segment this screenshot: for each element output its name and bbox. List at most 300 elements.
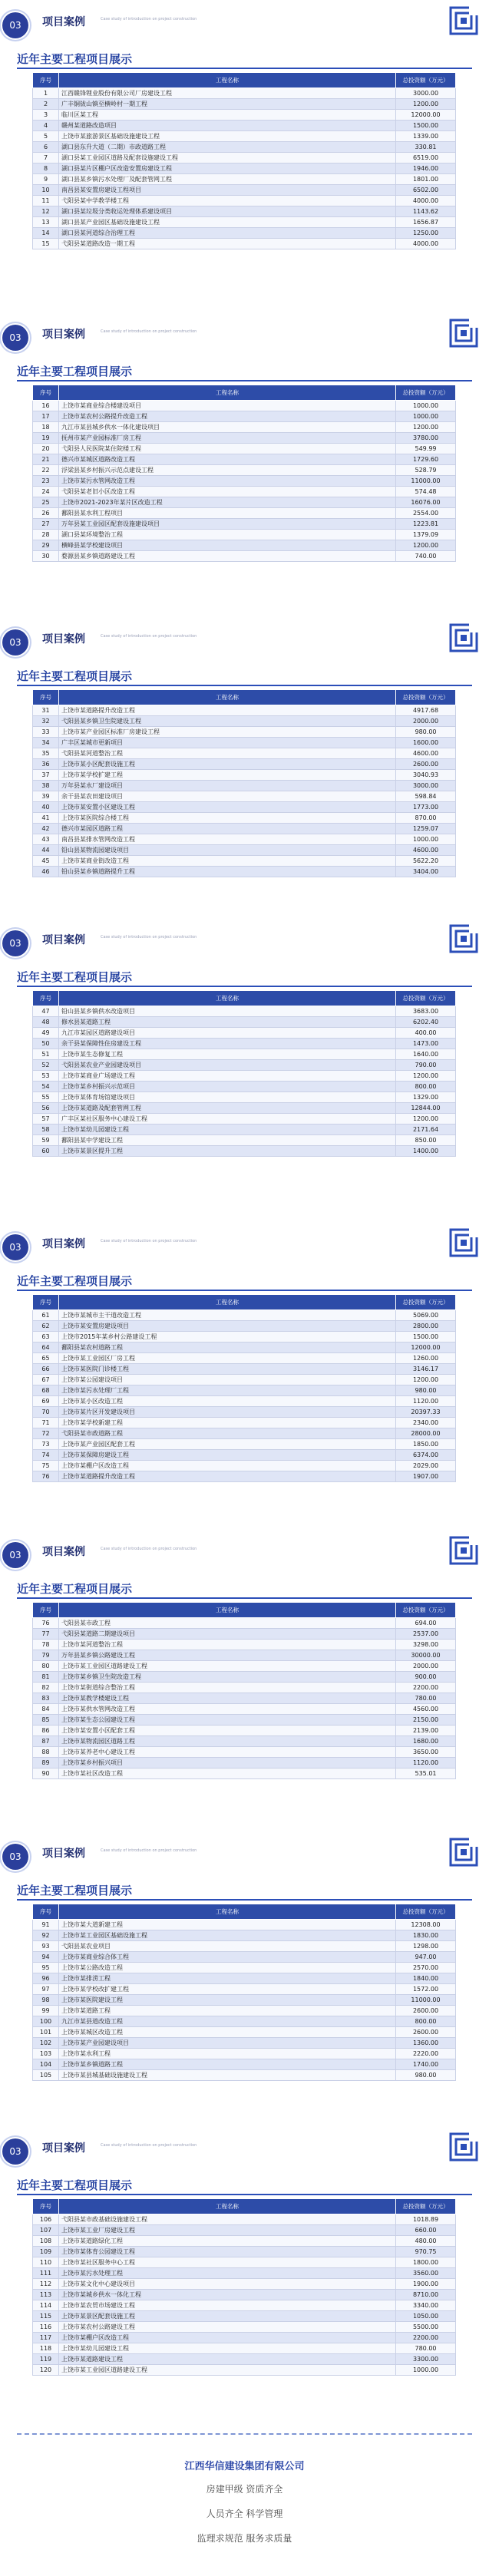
- investment-amount: 1656.87: [396, 217, 456, 228]
- project-name: 上饶市某供水管网改造工程: [59, 1704, 396, 1715]
- row-number: 1: [33, 88, 59, 99]
- project-name: 上饶市某公路改造工程: [59, 1963, 396, 1973]
- project-page: [0, 617, 489, 927]
- project-page: [0, 1831, 489, 2142]
- column-header-number: 序号: [33, 991, 59, 1006]
- section-subtitle: Case study of introduction on project construction: [101, 1547, 197, 1551]
- investment-amount: 12000.00: [396, 1342, 456, 1353]
- project-name: 上饶市某学校改扩建工程: [59, 1984, 396, 1995]
- investment-amount: 535.01: [396, 1769, 456, 1779]
- investment-amount: 3146.17: [396, 1364, 456, 1375]
- project-name: 上饶市某城区改造工程: [59, 2027, 396, 2038]
- table-row: [33, 1758, 456, 1769]
- row-number: 120: [33, 2365, 59, 2376]
- table-row: [33, 1135, 456, 1146]
- project-name: 余干县某保障性住房建设工程: [59, 1039, 396, 1049]
- table-row: [33, 196, 456, 206]
- row-number: 45: [33, 856, 59, 867]
- table-row: [33, 1715, 456, 1726]
- project-name: 湖口县某片区棚户区改造安置房建设工程: [59, 163, 396, 174]
- table-row: [33, 1661, 456, 1672]
- footer: [0, 2433, 489, 2576]
- investment-amount: 30000.00: [396, 1650, 456, 1661]
- row-number: 53: [33, 1071, 59, 1082]
- project-name: 南昌县某排水管网改造工程: [59, 834, 396, 845]
- investment-amount: 4600.00: [396, 748, 456, 759]
- column-header-number: 序号: [33, 1603, 59, 1618]
- project-name: 铅山县某物流园建设项目: [59, 845, 396, 856]
- row-number: 22: [33, 465, 59, 476]
- project-name: 上饶市某保障房建设工程: [59, 1450, 396, 1461]
- project-name: 铅山县某乡镇供水改造项目: [59, 1006, 396, 1017]
- investment-amount: 1600.00: [396, 738, 456, 748]
- row-number: 32: [33, 716, 59, 727]
- row-number: 6: [33, 142, 59, 153]
- section-subtitle: Case study of introduction on project construction: [101, 2143, 197, 2148]
- section-number-badge: 03: [2, 1234, 28, 1260]
- section-title: 项目案例: [42, 16, 85, 28]
- investment-amount: 2000.00: [396, 1661, 456, 1672]
- row-number: 119: [33, 2354, 59, 2365]
- investment-amount: 400.00: [396, 1028, 456, 1039]
- investment-amount: 11000.00: [396, 1995, 456, 2006]
- row-number: 63: [33, 1332, 59, 1342]
- investment-amount: 3404.00: [396, 867, 456, 877]
- table-row: [33, 476, 456, 487]
- table-row: [33, 1006, 456, 1017]
- project-name: 上饶市某县城基础设施建设工程: [59, 2070, 396, 2081]
- investment-amount: 1200.00: [396, 99, 456, 110]
- table-row: [33, 454, 456, 465]
- investment-amount: 2340.00: [396, 1418, 456, 1428]
- project-name: 上饶市某幼儿园建设工程: [59, 2343, 396, 2354]
- row-number: 25: [33, 497, 59, 508]
- investment-amount: 6202.40: [396, 1017, 456, 1028]
- project-name: 上饶市某城市主干道改造工程: [59, 1310, 396, 1321]
- row-number: 13: [33, 217, 59, 228]
- project-name: 弋阳县某老旧小区改造工程: [59, 487, 396, 497]
- investment-amount: 16076.00: [396, 497, 456, 508]
- investment-amount: 3780.00: [396, 433, 456, 444]
- table-row: [33, 1321, 456, 1332]
- investment-amount: 2554.00: [396, 508, 456, 519]
- project-name: 上饶市某养老中心建设工程: [59, 1747, 396, 1758]
- project-name: 九江市某县城乡供水一体化建设项目: [59, 422, 396, 433]
- investment-amount: 1200.00: [396, 540, 456, 551]
- investment-amount: 5622.20: [396, 856, 456, 867]
- column-header-name: 工程名称: [59, 991, 396, 1006]
- project-table: [32, 689, 456, 877]
- row-number: 103: [33, 2049, 59, 2059]
- investment-amount: 12844.00: [396, 1103, 456, 1114]
- table-row: [33, 1683, 456, 1693]
- column-header-name: 工程名称: [59, 1603, 396, 1618]
- table-row: [33, 185, 456, 196]
- project-name: 上饶市某小区改造工程: [59, 1396, 396, 1407]
- square-spiral-icon: [449, 2132, 478, 2162]
- project-name: 上饶市某商业综合体工程: [59, 1952, 396, 1963]
- project-table: [32, 990, 456, 1157]
- row-number: 81: [33, 1672, 59, 1683]
- investment-amount: 970.75: [396, 2247, 456, 2257]
- column-header-name: 工程名称: [59, 73, 396, 88]
- section-title: 项目案例: [42, 2142, 85, 2155]
- row-number: 78: [33, 1640, 59, 1650]
- investment-amount: 1850.00: [396, 1439, 456, 1450]
- investment-amount: 1840.00: [396, 1973, 456, 1984]
- row-number: 80: [33, 1661, 59, 1672]
- investment-amount: 1729.60: [396, 454, 456, 465]
- table-row: [33, 1146, 456, 1157]
- row-number: 102: [33, 2038, 59, 2049]
- project-name: 上饶市某乡镇道路工程: [59, 2059, 396, 2070]
- table-header-row: [33, 690, 456, 705]
- row-number: 12: [33, 206, 59, 217]
- table-row: [33, 2343, 456, 2354]
- table-row: [33, 1017, 456, 1028]
- table-row: [33, 781, 456, 791]
- table-row: [33, 2290, 456, 2300]
- project-name: 上饶市2015年某乡村公路建设工程: [59, 1332, 396, 1342]
- table-row: [33, 1396, 456, 1407]
- slogan-management: 人员齐全 科学管理: [206, 2508, 283, 2519]
- row-number: 94: [33, 1952, 59, 1963]
- investment-amount: 12308.00: [396, 1920, 456, 1930]
- column-header-number: 序号: [33, 385, 59, 401]
- investment-amount: 2570.00: [396, 1963, 456, 1973]
- row-number: 101: [33, 2027, 59, 2038]
- investment-amount: 694.00: [396, 1618, 456, 1629]
- project-name: 上饶市某商业广场建设工程: [59, 1071, 396, 1082]
- row-number: 97: [33, 1984, 59, 1995]
- project-name: 弋阳县某市政道路工程: [59, 1428, 396, 1439]
- project-page: [0, 1222, 489, 1532]
- investment-amount: 1018.89: [396, 2214, 456, 2225]
- row-number: 110: [33, 2257, 59, 2268]
- column-header-amount: 总投资额（万元）: [396, 1603, 456, 1618]
- column-header-number: 序号: [33, 2199, 59, 2214]
- row-number: 49: [33, 1028, 59, 1039]
- row-number: 34: [33, 738, 59, 748]
- table-row: [33, 1103, 456, 1114]
- investment-amount: 790.00: [396, 1060, 456, 1071]
- section-header: [0, 1530, 489, 1577]
- row-number: 42: [33, 824, 59, 834]
- table-row: [33, 444, 456, 454]
- table-row: [33, 1984, 456, 1995]
- table-row: [33, 1672, 456, 1683]
- project-name: 上饶市某工业园区道路建设工程: [59, 2365, 396, 2376]
- table-row: [33, 2247, 456, 2257]
- row-number: 66: [33, 1364, 59, 1375]
- project-name: 广丰区某社区服务中心建设工程: [59, 1114, 396, 1125]
- title-underline: [17, 685, 472, 686]
- investment-amount: 4000.00: [396, 239, 456, 249]
- row-number: 88: [33, 1747, 59, 1758]
- project-name: 广丰铜钹山镇至横岭村一期工程: [59, 99, 396, 110]
- project-name: 上饶市某街道综合整治工程: [59, 1683, 396, 1693]
- project-name: 南昌县某安置房建设工程项目: [59, 185, 396, 196]
- investment-amount: 1740.00: [396, 2059, 456, 2070]
- table-row: [33, 1650, 456, 1661]
- section-number-badge: 03: [2, 629, 28, 656]
- row-number: 37: [33, 770, 59, 781]
- table-row: [33, 131, 456, 142]
- project-name: 上饶市某农贸市场建设工程: [59, 2300, 396, 2311]
- project-name: 上饶市某道路提升改造工程: [59, 1471, 396, 1482]
- investment-amount: 574.48: [396, 487, 456, 497]
- investment-amount: 1379.09: [396, 530, 456, 540]
- row-number: 17: [33, 411, 59, 422]
- project-name: 弋阳县某乡镇卫生院建设工程: [59, 716, 396, 727]
- table-row: [33, 1114, 456, 1125]
- table-row: [33, 1629, 456, 1640]
- row-number: 47: [33, 1006, 59, 1017]
- project-name: 上饶市某教学楼建设工程: [59, 1693, 396, 1704]
- row-number: 85: [33, 1715, 59, 1726]
- section-title: 项目案例: [42, 934, 85, 946]
- title-underline: [17, 1597, 472, 1599]
- table-row: [33, 508, 456, 519]
- column-header-name: 工程名称: [59, 690, 396, 705]
- column-header-name: 工程名称: [59, 2199, 396, 2214]
- row-number: 14: [33, 228, 59, 239]
- investment-amount: 1360.00: [396, 2038, 456, 2049]
- row-number: 40: [33, 802, 59, 813]
- row-number: 99: [33, 2006, 59, 2016]
- row-number: 24: [33, 487, 59, 497]
- slogan-quality: 监理求规范 服务求质量: [197, 2533, 292, 2544]
- row-number: 68: [33, 1385, 59, 1396]
- section-number-badge: 03: [2, 930, 28, 956]
- row-number: 39: [33, 791, 59, 802]
- project-name: 鄱阳县某中学建设工程: [59, 1135, 396, 1146]
- row-number: 41: [33, 813, 59, 824]
- row-number: 58: [33, 1125, 59, 1135]
- row-number: 92: [33, 1930, 59, 1941]
- investment-amount: 3560.00: [396, 2268, 456, 2279]
- title-underline: [17, 1899, 472, 1901]
- section-subtitle: Case study of introduction on project construction: [101, 329, 197, 334]
- table-row: [33, 1364, 456, 1375]
- table-row: [33, 1375, 456, 1385]
- investment-amount: 850.00: [396, 1135, 456, 1146]
- section-header: [0, 617, 489, 665]
- investment-amount: 1680.00: [396, 1736, 456, 1747]
- project-name: 弋阳县人民医院某住院楼工程: [59, 444, 396, 454]
- row-number: 55: [33, 1092, 59, 1103]
- square-spiral-icon: [449, 1838, 478, 1867]
- row-number: 71: [33, 1418, 59, 1428]
- table-row: [33, 791, 456, 802]
- investment-amount: 2029.00: [396, 1461, 456, 1471]
- table-row: [33, 401, 456, 411]
- row-number: 111: [33, 2268, 59, 2279]
- row-number: 79: [33, 1650, 59, 1661]
- investment-amount: 1200.00: [396, 422, 456, 433]
- investment-amount: 4000.00: [396, 196, 456, 206]
- table-row: [33, 530, 456, 540]
- row-number: 83: [33, 1693, 59, 1704]
- investment-amount: 660.00: [396, 2225, 456, 2236]
- investment-amount: 4600.00: [396, 845, 456, 856]
- row-number: 9: [33, 174, 59, 185]
- row-number: 117: [33, 2333, 59, 2343]
- column-header-number: 序号: [33, 690, 59, 705]
- row-number: 10: [33, 185, 59, 196]
- section-subtitle: Case study of introduction on project construction: [101, 634, 197, 639]
- project-name: 上饶市某棚户区改造工程: [59, 1461, 396, 1471]
- table-title: 近年主要工程项目展示: [17, 2178, 133, 2192]
- row-number: 87: [33, 1736, 59, 1747]
- investment-amount: 1830.00: [396, 1930, 456, 1941]
- investment-amount: 1200.00: [396, 1114, 456, 1125]
- investment-amount: 20397.33: [396, 1407, 456, 1418]
- project-name: 鄱阳县某水利工程项目: [59, 508, 396, 519]
- project-name: 上饶市某污水处理工程: [59, 2268, 396, 2279]
- project-name: 广丰区某城市更新项目: [59, 738, 396, 748]
- row-number: 3: [33, 110, 59, 121]
- table-row: [33, 1995, 456, 2006]
- row-number: 29: [33, 540, 59, 551]
- section-header: [0, 2126, 489, 2174]
- project-name: 上饶市某污水处理厂工程: [59, 1385, 396, 1396]
- investment-amount: 1259.07: [396, 824, 456, 834]
- row-number: 69: [33, 1396, 59, 1407]
- table-row: [33, 2059, 456, 2070]
- investment-amount: 2800.00: [396, 1321, 456, 1332]
- project-name: 湖口县某乡镇污水处理厂及配套管网工程: [59, 174, 396, 185]
- table-row: [33, 228, 456, 239]
- column-header-name: 工程名称: [59, 385, 396, 401]
- project-name: 九江市某园区道路建设项目: [59, 1028, 396, 1039]
- project-name: 上饶市某河道整治工程: [59, 1640, 396, 1650]
- table-row: [33, 217, 456, 228]
- project-name: 上饶市某公园建设项目: [59, 1375, 396, 1385]
- section-number-badge: 03: [2, 12, 28, 38]
- table-row: [33, 2070, 456, 2081]
- project-name: 上饶市某工业厂房建设工程: [59, 2225, 396, 2236]
- table-row: [33, 1640, 456, 1650]
- table-header-row: [33, 1904, 456, 1920]
- table-row: [33, 1920, 456, 1930]
- table-row: [33, 1071, 456, 1082]
- row-number: 56: [33, 1103, 59, 1114]
- project-name: 上饶市某旅游景区基础设施建设工程: [59, 131, 396, 142]
- project-name: 弋阳县某市政基础设施建设工程: [59, 2214, 396, 2225]
- project-name: 湖口县某环境整治工程: [59, 530, 396, 540]
- project-name: 婺源县某乡镇道路建设工程: [59, 551, 396, 562]
- section-subtitle: Case study of introduction on project construction: [101, 1239, 197, 1243]
- row-number: 96: [33, 1973, 59, 1984]
- investment-amount: 1050.00: [396, 2311, 456, 2322]
- title-underline: [17, 2194, 472, 2195]
- table-row: [33, 433, 456, 444]
- table-row: [33, 1726, 456, 1736]
- project-name: 上饶市某城乡供水一体化工程: [59, 2290, 396, 2300]
- project-name: 上饶市某产业园建设项目: [59, 2038, 396, 2049]
- project-name: 弋阳县某道路改造一期工程: [59, 239, 396, 249]
- section-header: [0, 312, 489, 360]
- project-name: 上饶市某农村公路建设工程: [59, 2322, 396, 2333]
- table-row: [33, 153, 456, 163]
- table-row: [33, 1353, 456, 1364]
- project-name: 上饶市某医院建设工程: [59, 1995, 396, 2006]
- row-number: 51: [33, 1049, 59, 1060]
- table-row: [33, 2049, 456, 2059]
- row-number: 57: [33, 1114, 59, 1125]
- project-name: 湖口县东升大道（二期）市政道路工程: [59, 142, 396, 153]
- investment-amount: 1000.00: [396, 834, 456, 845]
- investment-amount: 1000.00: [396, 2365, 456, 2376]
- investment-amount: 800.00: [396, 1082, 456, 1092]
- project-name: 弋阳县某市政工程: [59, 1618, 396, 1629]
- project-name: 上饶市某片区开发建设项目: [59, 1407, 396, 1418]
- row-number: 52: [33, 1060, 59, 1071]
- table-row: [33, 2268, 456, 2279]
- row-number: 38: [33, 781, 59, 791]
- table-header-row: [33, 991, 456, 1006]
- table-row: [33, 705, 456, 716]
- investment-amount: 2220.00: [396, 2049, 456, 2059]
- table-row: [33, 2300, 456, 2311]
- investment-amount: 1800.00: [396, 2257, 456, 2268]
- section-header: [0, 1222, 489, 1270]
- project-name: 上饶市某道路及配套管网工程: [59, 1103, 396, 1114]
- table-row: [33, 2016, 456, 2027]
- row-number: 109: [33, 2247, 59, 2257]
- row-number: 82: [33, 1683, 59, 1693]
- table-title: 近年主要工程项目展示: [17, 365, 133, 378]
- row-number: 31: [33, 705, 59, 716]
- investment-amount: 4560.00: [396, 1704, 456, 1715]
- project-name: 上饶市某景区配套设施工程: [59, 2311, 396, 2322]
- project-name: 铅山县某乡镇道路提升工程: [59, 867, 396, 877]
- section-header: [0, 1831, 489, 1879]
- project-name: 上饶市某体育公园建设工程: [59, 2247, 396, 2257]
- row-number: 62: [33, 1321, 59, 1332]
- table-row: [33, 856, 456, 867]
- project-name: 弋阳县某中学教学楼工程: [59, 196, 396, 206]
- table-row: [33, 239, 456, 249]
- investment-amount: 1500.00: [396, 121, 456, 131]
- row-number: 67: [33, 1375, 59, 1385]
- column-header-amount: 总投资额（万元）: [396, 2199, 456, 2214]
- investment-amount: 980.00: [396, 1385, 456, 1396]
- investment-amount: 480.00: [396, 2236, 456, 2247]
- title-underline: [17, 380, 472, 381]
- investment-amount: 2000.00: [396, 716, 456, 727]
- table-row: [33, 2225, 456, 2236]
- investment-amount: 1200.00: [396, 1071, 456, 1082]
- table-header-row: [33, 385, 456, 401]
- investment-amount: 598.84: [396, 791, 456, 802]
- table-row: [33, 411, 456, 422]
- table-row: [33, 2322, 456, 2333]
- table-row: [33, 2279, 456, 2290]
- project-name: 上饶市某生态公园建设工程: [59, 1715, 396, 1726]
- row-number: 7: [33, 153, 59, 163]
- row-number: 16: [33, 401, 59, 411]
- title-underline: [17, 1290, 472, 1291]
- project-page: [0, 2126, 489, 2436]
- project-name: 弋阳县某农业项目: [59, 1941, 396, 1952]
- company-name: 江西华信建设集团有限公司: [184, 2461, 305, 2472]
- row-number: 59: [33, 1135, 59, 1146]
- table-row: [33, 716, 456, 727]
- table-row: [33, 519, 456, 530]
- investment-amount: 2200.00: [396, 2333, 456, 2343]
